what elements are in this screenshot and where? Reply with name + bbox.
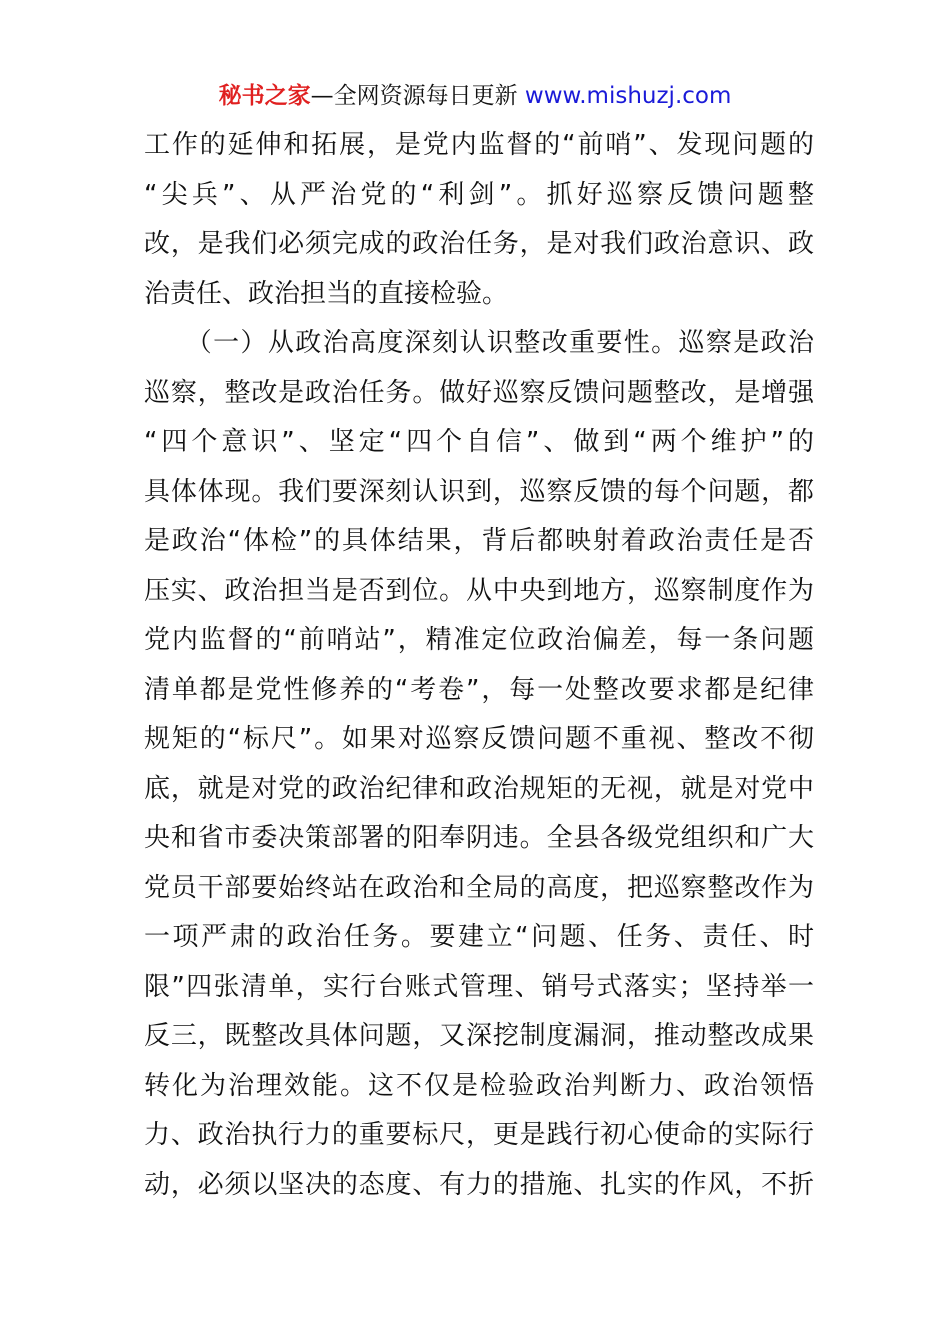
text-line: 党内监督的“前哨站”，精准定位政治偏差，每一条问题 (144, 625, 814, 655)
text-line: 是政治“体检”的具体结果，背后都映射着政治责任是否 (144, 526, 814, 556)
text-line: 一项严肃的政治任务。要建立“问题、任务、责任、时 (144, 922, 814, 952)
page-header (0, 80, 950, 112)
site-brand: 秘书之家 (218, 83, 311, 109)
text-line: 限”四张清单，实行台账式管理、销号式落实；坚持举一 (144, 971, 814, 1002)
text-line: 治责任、政治担当的直接检验。 (144, 278, 509, 309)
text-line: 转化为治理效能。这不仅是检验政治判断力、政治领悟 (144, 1070, 814, 1101)
text-line: 底，就是对党的政治纪律和政治规矩的无视，就是对党中 (144, 773, 814, 804)
text-line: （一）从政治高度深刻认识整改重要性。巡察是政治 (144, 328, 814, 358)
document-body (144, 121, 814, 1210)
text-line: 清单都是党性修养的“考卷”，每一处整改要求都是纪律 (144, 674, 814, 705)
text-line: 央和省市委决策部署的阳奉阴违。全县各级党组织和广大 (144, 823, 814, 853)
text-line: 具体体现。我们要深刻认识到，巡察反馈的每个问题，都 (144, 476, 814, 507)
text-line: 规矩的“标尺”。如果对巡察反馈问题不重视、整改不彻 (144, 724, 814, 754)
text-line: “尖兵”、从严治党的“利剑”。抓好巡察反馈问题整 (144, 179, 814, 210)
site-url[interactable]: www.mishuzj.com (524, 83, 732, 109)
text-line: 工作的延伸和拓展，是党内监督的“前哨”、发现问题的 (144, 130, 814, 160)
text-line: 反三，既整改具体问题，又深挖制度漏洞，推动整改成果 (144, 1021, 814, 1051)
text-line: 动，必须以坚决的态度、有力的措施、扎实的作风，不折 (144, 1169, 814, 1200)
text-line: 压实、政治担当是否到位。从中央到地方，巡察制度作为 (144, 575, 814, 606)
text-line: 党员干部要始终站在政治和全局的高度，把巡察整改作为 (144, 872, 814, 903)
site-tagline: —全网资源每日更新 (310, 83, 525, 109)
text-line: 改，是我们必须完成的政治任务，是对我们政治意识、政 (144, 229, 814, 259)
text-line: 巡察，整改是政治任务。做好巡察反馈问题整改，是增强 (144, 377, 814, 408)
text-line: 力、政治执行力的重要标尺，更是践行初心使命的实际行 (144, 1120, 814, 1150)
text-line: “四个意识”、坚定“四个自信”、做到“两个维护”的 (144, 427, 814, 457)
